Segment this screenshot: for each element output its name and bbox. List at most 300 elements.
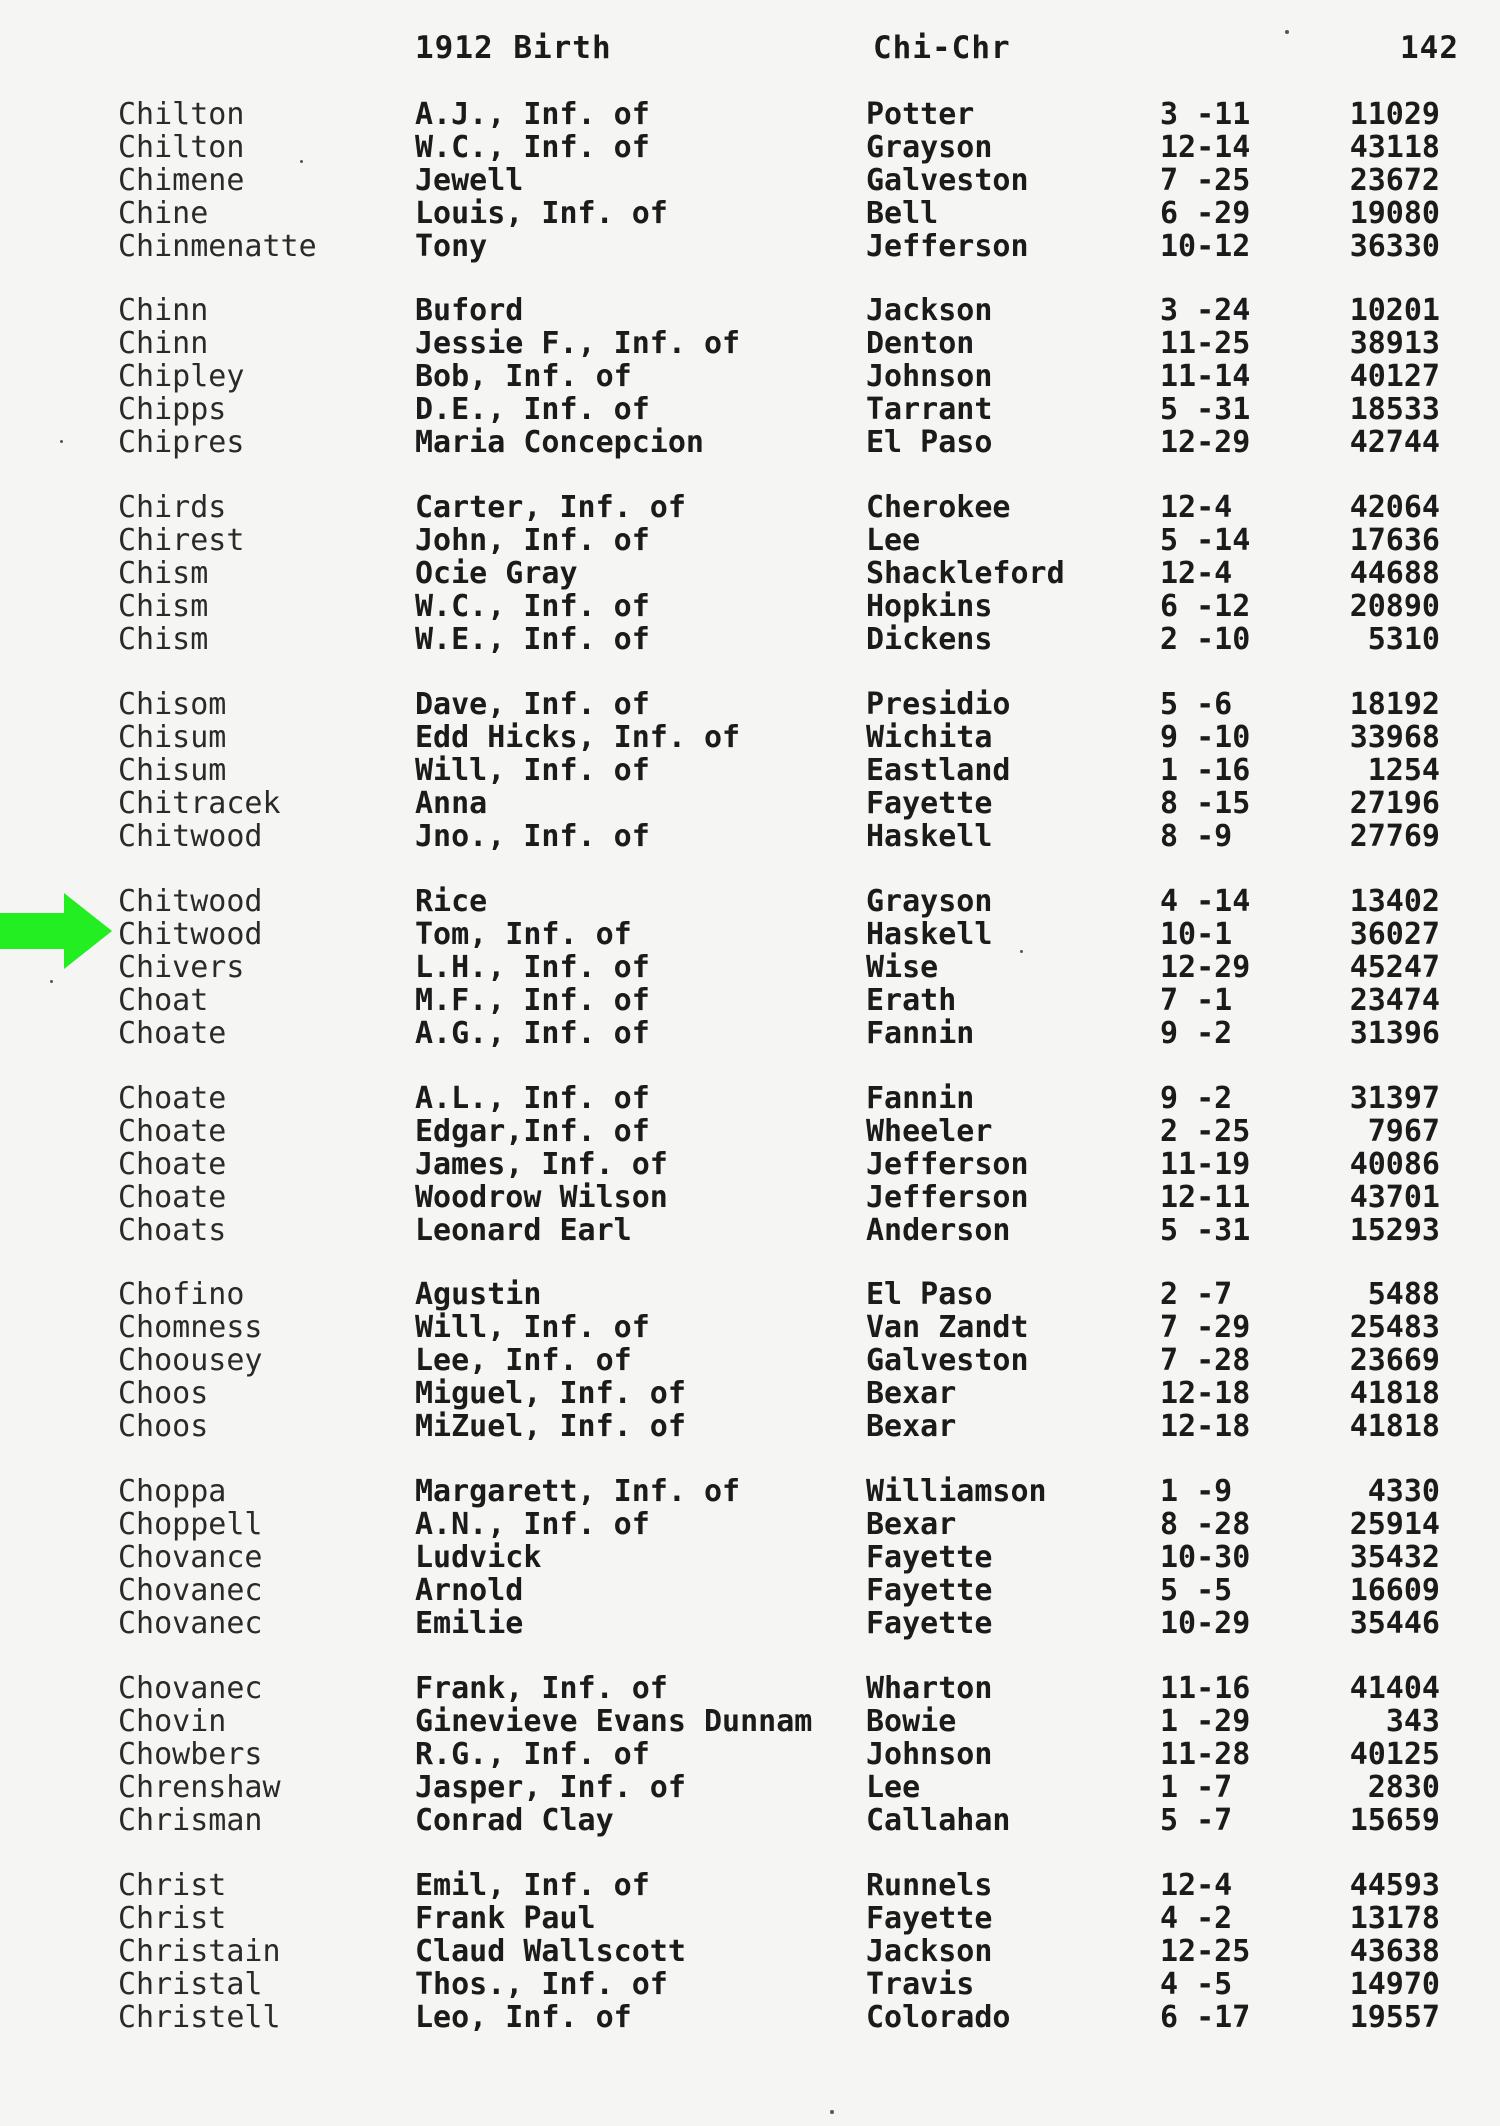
given-name-cell: Emil, Inf. of [415, 1868, 650, 1903]
certificate-number-cell: 10201 [1349, 293, 1440, 328]
county-cell: Fayette [866, 1606, 993, 1641]
date-cell: 2 -10 [1160, 622, 1251, 657]
date-cell: 5 -6 [1160, 687, 1233, 722]
surname-cell: Choos [118, 1409, 209, 1444]
certificate-number-cell: 35432 [1349, 1540, 1440, 1575]
record-row [0, 327, 1500, 360]
county-cell: Jackson [866, 1934, 993, 1969]
certificate-number-cell: 7967 [1367, 1114, 1440, 1149]
record-row [0, 1902, 1500, 1935]
given-name-cell: A.L., Inf. of [415, 1081, 650, 1116]
arrow-right-icon [0, 893, 112, 969]
given-name-cell: Claud Wallscott [415, 1934, 686, 1969]
surname-cell: Choate [118, 1147, 227, 1182]
record-row [0, 1148, 1500, 1181]
record-group [0, 1672, 1500, 1837]
county-cell: Williamson [866, 1474, 1047, 1509]
certificate-number-cell: 5310 [1367, 622, 1440, 657]
certificate-number-cell: 20890 [1349, 589, 1440, 624]
date-cell: 4 -5 [1160, 1967, 1233, 2002]
surname-cell: Chovanec [118, 1671, 263, 1706]
county-cell: Presidio [866, 687, 1011, 722]
date-cell: 8 -9 [1160, 819, 1233, 854]
county-cell: Shackleford [866, 556, 1065, 591]
date-cell: 3 -11 [1160, 97, 1251, 132]
record-row [0, 787, 1500, 820]
date-cell: 7 -25 [1160, 163, 1251, 198]
county-cell: Fayette [866, 1540, 993, 1575]
given-name-cell: Will, Inf. of [415, 1310, 650, 1345]
given-name-cell: Frank Paul [415, 1901, 596, 1936]
certificate-number-cell: 19557 [1349, 2000, 1440, 2035]
date-cell: 1 -7 [1160, 1770, 1233, 1805]
date-cell: 6 -17 [1160, 2000, 1251, 2035]
date-cell: 10-29 [1160, 1606, 1251, 1641]
county-cell: Fannin [866, 1016, 975, 1051]
record-row [0, 2001, 1500, 2034]
county-cell: Galveston [866, 163, 1029, 198]
date-cell: 2 -7 [1160, 1277, 1233, 1312]
certificate-number-cell: 27769 [1349, 819, 1440, 854]
certificate-number-cell: 41404 [1349, 1671, 1440, 1706]
record-row [0, 951, 1500, 984]
certificate-number-cell: 40127 [1349, 359, 1440, 394]
given-name-cell: Dave, Inf. of [415, 687, 650, 722]
county-cell: Bowie [866, 1704, 957, 1739]
surname-cell: Christal [118, 1967, 263, 2002]
surname-cell: Chovin [118, 1704, 227, 1739]
given-name-cell: L.H., Inf. of [415, 950, 650, 985]
date-cell: 10-1 [1160, 917, 1233, 952]
date-cell: 5 -5 [1160, 1573, 1233, 1608]
surname-cell: Chism [118, 556, 209, 591]
surname-cell: Chisum [118, 720, 227, 755]
given-name-cell: Frank, Inf. of [415, 1671, 668, 1706]
certificate-number-cell: 18192 [1349, 687, 1440, 722]
certificate-number-cell: 43638 [1349, 1934, 1440, 1969]
record-row [0, 1508, 1500, 1541]
record-row [0, 1705, 1500, 1738]
date-cell: 12-4 [1160, 556, 1233, 591]
surname-cell: Chisom [118, 687, 227, 722]
certificate-number-cell: 23669 [1349, 1343, 1440, 1378]
given-name-cell: D.E., Inf. of [415, 392, 650, 427]
surname-cell: Choat [118, 983, 209, 1018]
surname-cell: Chine [118, 196, 209, 231]
record-row [0, 294, 1500, 327]
county-cell: Fannin [866, 1081, 975, 1116]
certificate-number-cell: 13178 [1349, 1901, 1440, 1936]
date-cell: 10-12 [1160, 229, 1251, 264]
record-row [0, 557, 1500, 590]
record-row [0, 230, 1500, 263]
given-name-cell: Arnold [415, 1573, 524, 1608]
surname-cell: Chowbers [118, 1737, 263, 1772]
given-name-cell: MiZuel, Inf. of [415, 1409, 686, 1444]
given-name-cell: Thos., Inf. of [415, 1967, 668, 2002]
given-name-cell: Jessie F., Inf. of [415, 326, 741, 361]
record-row [0, 623, 1500, 656]
county-cell: Johnson [866, 1737, 993, 1772]
certificate-number-cell: 40086 [1349, 1147, 1440, 1182]
county-cell: Bexar [866, 1507, 957, 1542]
certificate-number-cell: 33968 [1349, 720, 1440, 755]
surname-cell: Chisum [118, 753, 227, 788]
date-cell: 8 -28 [1160, 1507, 1251, 1542]
surname-cell: Christell [118, 2000, 281, 2035]
record-row [0, 1968, 1500, 2001]
county-cell: Eastland [866, 753, 1011, 788]
given-name-cell: Emilie [415, 1606, 524, 1641]
given-name-cell: Leo, Inf. of [415, 2000, 632, 2035]
record-row [0, 820, 1500, 853]
surname-cell: Chrenshaw [118, 1770, 281, 1805]
date-cell: 9 -2 [1160, 1081, 1233, 1116]
county-cell: Cherokee [866, 490, 1011, 525]
record-group [0, 98, 1500, 263]
certificate-number-cell: 38913 [1349, 326, 1440, 361]
certificate-number-cell: 25483 [1349, 1310, 1440, 1345]
surname-cell: Chipres [118, 425, 245, 460]
record-row [0, 360, 1500, 393]
record-group [0, 294, 1500, 459]
certificate-number-cell: 27196 [1349, 786, 1440, 821]
date-cell: 7 -28 [1160, 1343, 1251, 1378]
date-cell: 10-30 [1160, 1540, 1251, 1575]
date-cell: 9 -2 [1160, 1016, 1233, 1051]
surname-cell: Chomness [118, 1310, 263, 1345]
county-cell: Fayette [866, 786, 993, 821]
certificate-number-cell: 31396 [1349, 1016, 1440, 1051]
surname-cell: Choate [118, 1114, 227, 1149]
surname-cell: Christ [118, 1901, 227, 1936]
certificate-number-cell: 14970 [1349, 1967, 1440, 2002]
county-cell: Hopkins [866, 589, 993, 624]
county-cell: Grayson [866, 130, 993, 165]
county-cell: Jefferson [866, 1147, 1029, 1182]
record-group [0, 1475, 1500, 1640]
certificate-number-cell: 44593 [1349, 1868, 1440, 1903]
record-row [0, 98, 1500, 131]
surname-cell: Choppa [118, 1474, 227, 1509]
date-cell: 6 -29 [1160, 196, 1251, 231]
county-cell: Fayette [866, 1573, 993, 1608]
date-cell: 4 -14 [1160, 884, 1251, 919]
certificate-number-cell: 4330 [1367, 1474, 1440, 1509]
date-cell: 12-18 [1160, 1409, 1251, 1444]
record-row [0, 393, 1500, 426]
county-cell: Denton [866, 326, 975, 361]
given-name-cell: Miguel, Inf. of [415, 1376, 686, 1411]
certificate-number-cell: 15659 [1349, 1803, 1440, 1838]
surname-cell: Chipps [118, 392, 227, 427]
date-cell: 12-14 [1160, 130, 1251, 165]
date-cell: 12-4 [1160, 490, 1233, 525]
date-cell: 11-25 [1160, 326, 1251, 361]
county-cell: El Paso [866, 425, 993, 460]
surname-cell: Chism [118, 622, 209, 657]
surname-cell: Chovance [118, 1540, 263, 1575]
record-row [0, 1771, 1500, 1804]
surname-cell: Chitwood [118, 917, 263, 952]
county-cell: Callahan [866, 1803, 1011, 1838]
certificate-number-cell: 5488 [1367, 1277, 1440, 1312]
date-cell: 12-11 [1160, 1180, 1251, 1215]
certificate-number-cell: 35446 [1349, 1606, 1440, 1641]
record-row [0, 1935, 1500, 1968]
record-row [0, 1607, 1500, 1640]
surname-cell: Choats [118, 1213, 227, 1248]
certificate-number-cell: 44688 [1349, 556, 1440, 591]
surname-cell: Chrisman [118, 1803, 263, 1838]
surname-cell: Chinmenatte [118, 229, 317, 264]
county-cell: Dickens [866, 622, 993, 657]
certificate-number-cell: 15293 [1349, 1213, 1440, 1248]
record-row [0, 590, 1500, 623]
surname-cell: Chivers [118, 950, 245, 985]
record-row [0, 164, 1500, 197]
record-row [0, 1410, 1500, 1443]
date-cell: 1 -9 [1160, 1474, 1233, 1509]
date-cell: 11-16 [1160, 1671, 1251, 1706]
given-name-cell: Leonard Earl [415, 1213, 632, 1248]
given-name-cell: John, Inf. of [415, 523, 650, 558]
certificate-number-cell: 41818 [1349, 1376, 1440, 1411]
record-row [0, 984, 1500, 1017]
given-name-cell: Woodrow Wilson [415, 1180, 668, 1215]
certificate-number-cell: 36027 [1349, 917, 1440, 952]
surname-cell: Chinn [118, 326, 209, 361]
date-cell: 2 -25 [1160, 1114, 1251, 1149]
date-cell: 5 -31 [1160, 392, 1251, 427]
record-row [0, 1082, 1500, 1115]
record-row [0, 1869, 1500, 1902]
record-row [0, 1738, 1500, 1771]
county-cell: Wheeler [866, 1114, 993, 1149]
county-cell: Haskell [866, 819, 993, 854]
county-cell: Tarrant [866, 392, 993, 427]
county-cell: Haskell [866, 917, 993, 952]
certificate-number-cell: 25914 [1349, 1507, 1440, 1542]
county-cell: Wharton [866, 1671, 993, 1706]
given-name-cell: Anna [415, 786, 488, 821]
record-group [0, 885, 1500, 1050]
date-cell: 11-19 [1160, 1147, 1251, 1182]
county-cell: Fayette [866, 1901, 993, 1936]
surname-cell: Chipley [118, 359, 245, 394]
given-name-cell: Louis, Inf. of [415, 196, 668, 231]
certificate-number-cell: 23672 [1349, 163, 1440, 198]
surname-cell: Chimene [118, 163, 245, 198]
county-cell: Johnson [866, 359, 993, 394]
given-name-cell: Jno., Inf. of [415, 819, 650, 854]
county-cell: El Paso [866, 1277, 993, 1312]
date-cell: 8 -15 [1160, 786, 1251, 821]
surname-cell: Choate [118, 1016, 227, 1051]
county-cell: Anderson [866, 1213, 1011, 1248]
given-name-cell: Lee, Inf. of [415, 1343, 632, 1378]
given-name-cell: A.J., Inf. of [415, 97, 650, 132]
certificate-number-cell: 17636 [1349, 523, 1440, 558]
date-cell: 6 -12 [1160, 589, 1251, 624]
date-cell: 1 -16 [1160, 753, 1251, 788]
county-cell: Jefferson [866, 1180, 1029, 1215]
record-row [0, 1574, 1500, 1607]
county-cell: Bexar [866, 1409, 957, 1444]
record-row [0, 491, 1500, 524]
surname-cell: Chilton [118, 97, 245, 132]
surname-cell: Chitracek [118, 786, 281, 821]
given-name-cell: W.C., Inf. of [415, 589, 650, 624]
given-name-cell: Bob, Inf. of [415, 359, 632, 394]
given-name-cell: Tony [415, 229, 488, 264]
certificate-number-cell: 36330 [1349, 229, 1440, 264]
given-name-cell: Jasper, Inf. of [415, 1770, 686, 1805]
given-name-cell: R.G., Inf. of [415, 1737, 650, 1772]
surname-cell: Christ [118, 1868, 227, 1903]
date-cell: 11-14 [1160, 359, 1251, 394]
given-name-cell: Conrad Clay [415, 1803, 614, 1838]
record-row [0, 1214, 1500, 1247]
given-name-cell: Agustin [415, 1277, 542, 1312]
surname-cell: Chilton [118, 130, 245, 165]
given-name-cell: Ocie Gray [415, 556, 578, 591]
surname-cell: Chovanec [118, 1606, 263, 1641]
certificate-number-cell: 42744 [1349, 425, 1440, 460]
record-row [0, 721, 1500, 754]
county-cell: Wichita [866, 720, 993, 755]
record-group [0, 688, 1500, 853]
date-cell: 4 -2 [1160, 1901, 1233, 1936]
certificate-number-cell: 45247 [1349, 950, 1440, 985]
given-name-cell: A.G., Inf. of [415, 1016, 650, 1051]
record-row [0, 918, 1500, 951]
date-cell: 12-18 [1160, 1376, 1251, 1411]
record-group [0, 491, 1500, 656]
record-row [0, 885, 1500, 918]
given-name-cell: Buford [415, 293, 524, 328]
given-name-cell: W.E., Inf. of [415, 622, 650, 657]
record-row [0, 1377, 1500, 1410]
county-cell: Grayson [866, 884, 993, 919]
given-name-cell: W.C., Inf. of [415, 130, 650, 165]
date-cell: 5 -7 [1160, 1803, 1233, 1838]
surname-cell: Chovanec [118, 1573, 263, 1608]
record-row [0, 1181, 1500, 1214]
header-name-range: Chi-Chr [873, 30, 1011, 66]
given-name-cell: Edd Hicks, Inf. of [415, 720, 741, 755]
county-cell: Jackson [866, 293, 993, 328]
date-cell: 1 -29 [1160, 1704, 1251, 1739]
date-cell: 12-29 [1160, 950, 1251, 985]
county-cell: Lee [866, 1770, 921, 1805]
certificate-number-cell: 16609 [1349, 1573, 1440, 1608]
county-cell: Colorado [866, 2000, 1011, 2035]
given-name-cell: Ginevieve Evans Dunnam [415, 1704, 813, 1739]
surname-cell: Choos [118, 1376, 209, 1411]
surname-cell: Choppell [118, 1507, 263, 1542]
given-name-cell: Maria Concepcion [415, 425, 704, 460]
county-cell: Erath [866, 983, 957, 1018]
certificate-number-cell: 40125 [1349, 1737, 1440, 1772]
certificate-number-cell: 2830 [1367, 1770, 1440, 1805]
record-row [0, 1311, 1500, 1344]
given-name-cell: Will, Inf. of [415, 753, 650, 788]
date-cell: 7 -1 [1160, 983, 1233, 1018]
surname-cell: Choate [118, 1081, 227, 1116]
certificate-number-cell: 43118 [1349, 130, 1440, 165]
date-cell: 5 -14 [1160, 523, 1251, 558]
county-cell: Jefferson [866, 229, 1029, 264]
record-group [0, 1278, 1500, 1443]
county-cell: Bell [866, 196, 939, 231]
certificate-number-cell: 31397 [1349, 1081, 1440, 1116]
surname-cell: Chitwood [118, 819, 263, 854]
surname-cell: Chirds [118, 490, 227, 525]
certificate-number-cell: 19080 [1349, 196, 1440, 231]
record-row [0, 1475, 1500, 1508]
certificate-number-cell: 11029 [1349, 97, 1440, 132]
surname-cell: Christain [118, 1934, 281, 1969]
given-name-cell: Ludvick [415, 1540, 542, 1575]
certificate-number-cell: 23474 [1349, 983, 1440, 1018]
county-cell: Lee [866, 523, 921, 558]
surname-cell: Choate [118, 1180, 227, 1215]
record-row [0, 1017, 1500, 1050]
certificate-number-cell: 43701 [1349, 1180, 1440, 1215]
county-cell: Potter [866, 97, 975, 132]
given-name-cell: A.N., Inf. of [415, 1507, 650, 1542]
record-group [0, 1082, 1500, 1247]
certificate-number-cell: 18533 [1349, 392, 1440, 427]
record-row [0, 688, 1500, 721]
record-row [0, 1541, 1500, 1574]
given-name-cell: Edgar,Inf. of [415, 1114, 650, 1149]
given-name-cell: M.F., Inf. of [415, 983, 650, 1018]
date-cell: 9 -10 [1160, 720, 1251, 755]
record-row [0, 754, 1500, 787]
page-number: 142 [1400, 30, 1459, 66]
date-cell: 5 -31 [1160, 1213, 1251, 1248]
surname-cell: Chirest [118, 523, 245, 558]
surname-cell: Chinn [118, 293, 209, 328]
certificate-number-cell: 42064 [1349, 490, 1440, 525]
date-cell: 3 -24 [1160, 293, 1251, 328]
surname-cell: Chofino [118, 1277, 245, 1312]
certificate-number-cell: 41818 [1349, 1409, 1440, 1444]
certificate-number-cell: 343 [1385, 1704, 1440, 1739]
given-name-cell: James, Inf. of [415, 1147, 668, 1182]
record-row [0, 1278, 1500, 1311]
given-name-cell: Rice [415, 884, 488, 919]
header-year-type: 1912 Birth [415, 30, 612, 66]
date-cell: 12-25 [1160, 1934, 1251, 1969]
record-row [0, 1804, 1500, 1837]
county-cell: Van Zandt [866, 1310, 1029, 1345]
record-row [0, 524, 1500, 557]
county-cell: Wise [866, 950, 939, 985]
record-row [0, 426, 1500, 459]
date-cell: 12-4 [1160, 1868, 1233, 1903]
record-row [0, 197, 1500, 230]
certificate-number-cell: 1254 [1367, 753, 1440, 788]
county-cell: Bexar [866, 1376, 957, 1411]
given-name-cell: Tom, Inf. of [415, 917, 632, 952]
record-group [0, 1869, 1500, 2034]
county-cell: Galveston [866, 1343, 1029, 1378]
county-cell: Runnels [866, 1868, 993, 1903]
date-cell: 12-29 [1160, 425, 1251, 460]
